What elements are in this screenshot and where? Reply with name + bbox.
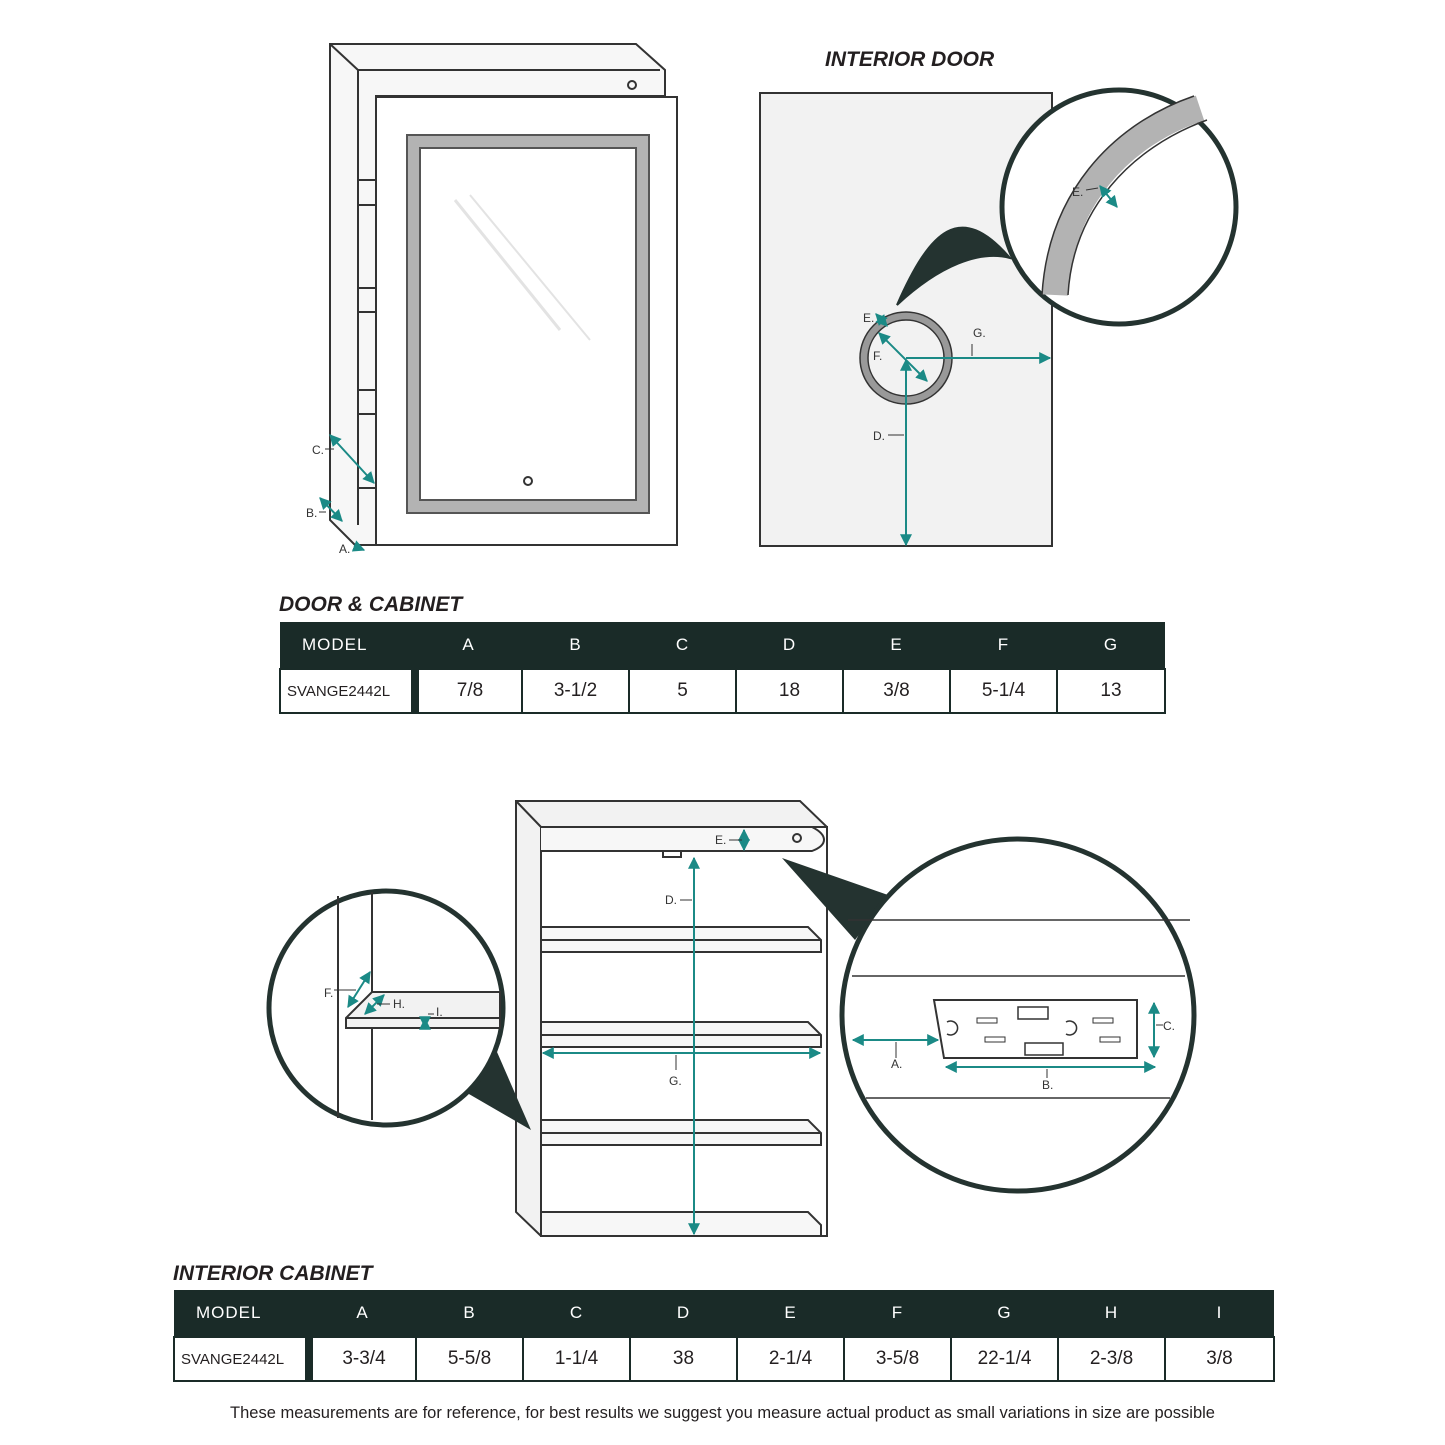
- interior-cabinet-drawing: [516, 801, 827, 1236]
- interior-door-title: INTERIOR DOOR: [825, 48, 995, 71]
- cell-f: 3-5/8: [844, 1337, 951, 1381]
- col-d: D: [736, 622, 843, 669]
- col-b: B: [522, 622, 629, 669]
- door-zoom-circle: [1002, 90, 1236, 324]
- cell-d: 18: [736, 669, 843, 713]
- cell-model: SVANGE2442L: [174, 1337, 309, 1381]
- callout-e-int: E.: [715, 833, 727, 847]
- table-row: [280, 669, 1165, 713]
- col-f: F: [844, 1290, 951, 1337]
- callout-b-int: B.: [1042, 1078, 1054, 1092]
- callout-f-int: F.: [324, 986, 334, 1000]
- cell-c: 5: [629, 669, 736, 713]
- interior-cabinet-title: INTERIOR CABINET: [173, 1262, 373, 1285]
- callout-a: A.: [339, 542, 351, 556]
- col-c: C: [523, 1290, 630, 1337]
- cell-a: 7/8: [415, 669, 522, 713]
- cell-c: 1-1/4: [523, 1337, 630, 1381]
- measurement-disclaimer: These measurements are for reference, for best results we suggest you measure actual product as small variations in size are possible: [230, 1404, 1215, 1422]
- table-row: [174, 1337, 1274, 1381]
- cell-d: 38: [630, 1337, 737, 1381]
- interior-cabinet-table: [173, 1290, 1275, 1382]
- callout-i-int: I.: [436, 1005, 443, 1019]
- col-g: G: [951, 1290, 1058, 1337]
- cell-a: 3-3/4: [309, 1337, 416, 1381]
- cell-b: 3-1/2: [522, 669, 629, 713]
- door-cabinet-title: DOOR & CABINET: [279, 593, 463, 616]
- callout-c-int: C.: [1163, 1019, 1175, 1033]
- col-a: A: [309, 1290, 416, 1337]
- cell-e: 3/8: [843, 669, 950, 713]
- callout-d: D.: [873, 429, 885, 443]
- callout-c: C.: [312, 443, 324, 457]
- col-b: B: [416, 1290, 523, 1337]
- callout-e-zoom: E.: [1072, 185, 1084, 199]
- cell-g: 13: [1057, 669, 1165, 713]
- cell-g: 22-1/4: [951, 1337, 1058, 1381]
- cell-e: 2-1/4: [737, 1337, 844, 1381]
- callout-h-int: H.: [393, 997, 405, 1011]
- table-header-row: [280, 622, 1165, 669]
- cell-f: 5-1/4: [950, 669, 1057, 713]
- col-model: MODEL: [280, 622, 415, 669]
- outlet-zoom-circle: [782, 839, 1194, 1191]
- col-i: I: [1165, 1290, 1274, 1337]
- col-f: F: [950, 622, 1057, 669]
- cell-model: SVANGE2442L: [280, 669, 415, 713]
- callout-b: B.: [306, 506, 318, 520]
- callout-e: E.: [863, 311, 875, 325]
- col-h: H: [1058, 1290, 1165, 1337]
- door-cabinet-table: [279, 622, 1166, 714]
- col-d: D: [630, 1290, 737, 1337]
- col-g: G: [1057, 622, 1165, 669]
- callout-d-int: D.: [665, 893, 677, 907]
- callout-a-int: A.: [891, 1057, 903, 1071]
- cell-b: 5-5/8: [416, 1337, 523, 1381]
- col-e: E: [843, 622, 950, 669]
- cell-h: 2-3/8: [1058, 1337, 1165, 1381]
- table-header-row: [174, 1290, 1274, 1337]
- col-a: A: [415, 622, 522, 669]
- callout-f: F.: [873, 349, 883, 363]
- mirror-cabinet-drawing: [330, 44, 677, 545]
- cell-i: 3/8: [1165, 1337, 1274, 1381]
- callout-g: G.: [973, 326, 986, 340]
- col-c: C: [629, 622, 736, 669]
- col-e: E: [737, 1290, 844, 1337]
- col-model: MODEL: [174, 1290, 309, 1337]
- callout-g-int: G.: [669, 1074, 682, 1088]
